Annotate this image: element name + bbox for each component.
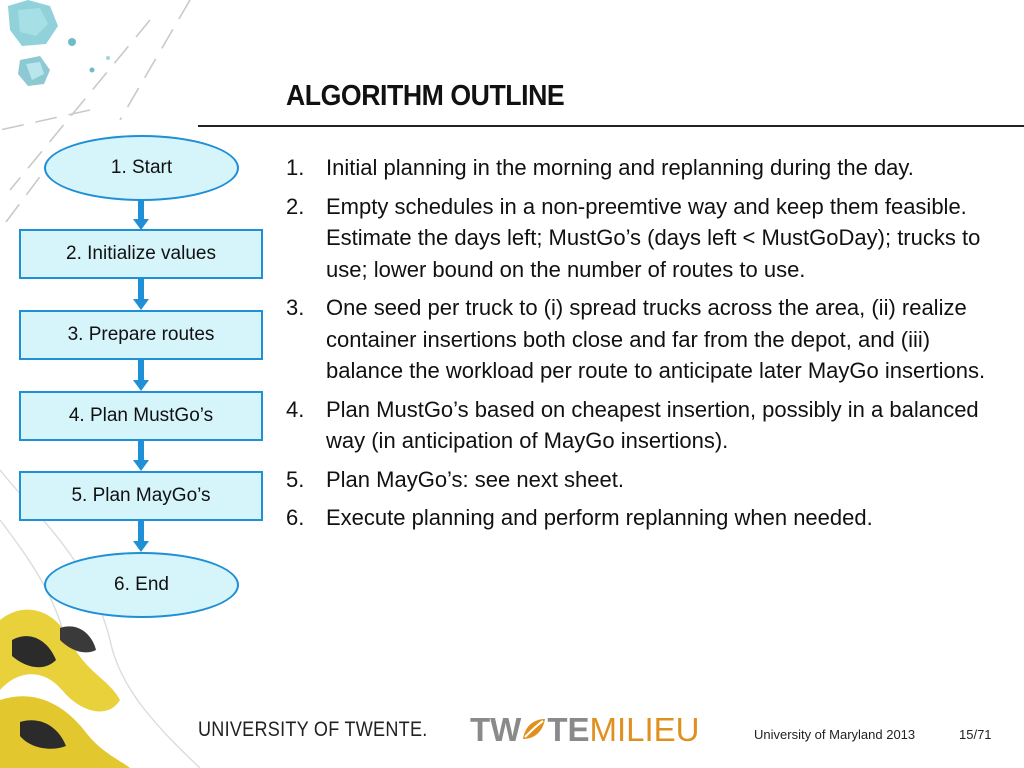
flow-arrow-4	[133, 441, 149, 471]
logo-text-right: MILIEU	[589, 711, 700, 748]
list-item	[286, 292, 998, 387]
list-item	[286, 394, 998, 457]
list-item	[286, 152, 998, 184]
flow-arrow-3	[133, 360, 149, 391]
flow-node-plan-mustgo: 4. Plan MustGo’s	[19, 391, 263, 441]
step-number: 1.	[286, 155, 305, 180]
flow-arrow-5	[133, 521, 149, 552]
flow-arrow-2	[133, 279, 149, 310]
logo-leaf-icon	[521, 717, 547, 743]
crystal-decoration	[8, 0, 110, 86]
flow-node-start: 1. Start	[44, 135, 239, 201]
step-number: 2.	[286, 193, 305, 219]
flow-node-initialize-values: 2. Initialize values	[19, 229, 263, 279]
step-number: 4.	[286, 396, 305, 422]
slide-title: ALGORITHM OUTLINE	[286, 80, 565, 112]
step-text: Initial planning in the morning and replanning during the day.	[326, 155, 914, 180]
logo-text-left: TW	[470, 711, 522, 748]
list-item	[286, 191, 998, 286]
step-text: Empty schedules in a non-preemtive way and keep them feasible. Estimate the days left; MustGo’s (days left < MustGoDay); trucks to use; lower bound on the number of routes to use.	[326, 193, 981, 282]
flow-node-end: 6. End	[44, 552, 239, 618]
step-number: 5.	[286, 466, 305, 492]
page-number: 15/71	[959, 727, 992, 742]
footer-event: University of Maryland 2013	[754, 727, 916, 742]
yellow-pattern-decoration	[0, 610, 130, 768]
step-number: 3.	[286, 295, 305, 320]
algorithm-steps-list	[286, 152, 998, 541]
flow-node-prepare-routes: 3. Prepare routes	[19, 310, 263, 360]
flow-node-plan-maygo: 5. Plan MayGo’s	[19, 471, 263, 521]
logo-text-mid: TE	[547, 711, 590, 748]
step-text: Plan MustGo’s based on cheapest insertion, possibly in a balanced way (in anticipation of MayGo insertions).	[326, 396, 979, 453]
list-item	[286, 464, 998, 496]
title-underline	[198, 125, 1024, 127]
university-logo-text: UNIVERSITY OF TWENTE.	[198, 718, 428, 741]
flow-arrow-1	[133, 200, 149, 230]
step-text: Execute planning and perform replanning when needed.	[326, 505, 873, 530]
list-item	[286, 502, 998, 534]
step-number: 6.	[286, 505, 305, 530]
twente-milieu-logo	[470, 711, 700, 749]
step-text: Plan MayGo’s: see next sheet.	[326, 466, 624, 492]
step-text: One seed per truck to (i) spread trucks across the area, (ii) realize container insertions both close and far from the depot, and (iii) balance the workload per route to anticipate later MayGo insertions.	[326, 295, 986, 383]
